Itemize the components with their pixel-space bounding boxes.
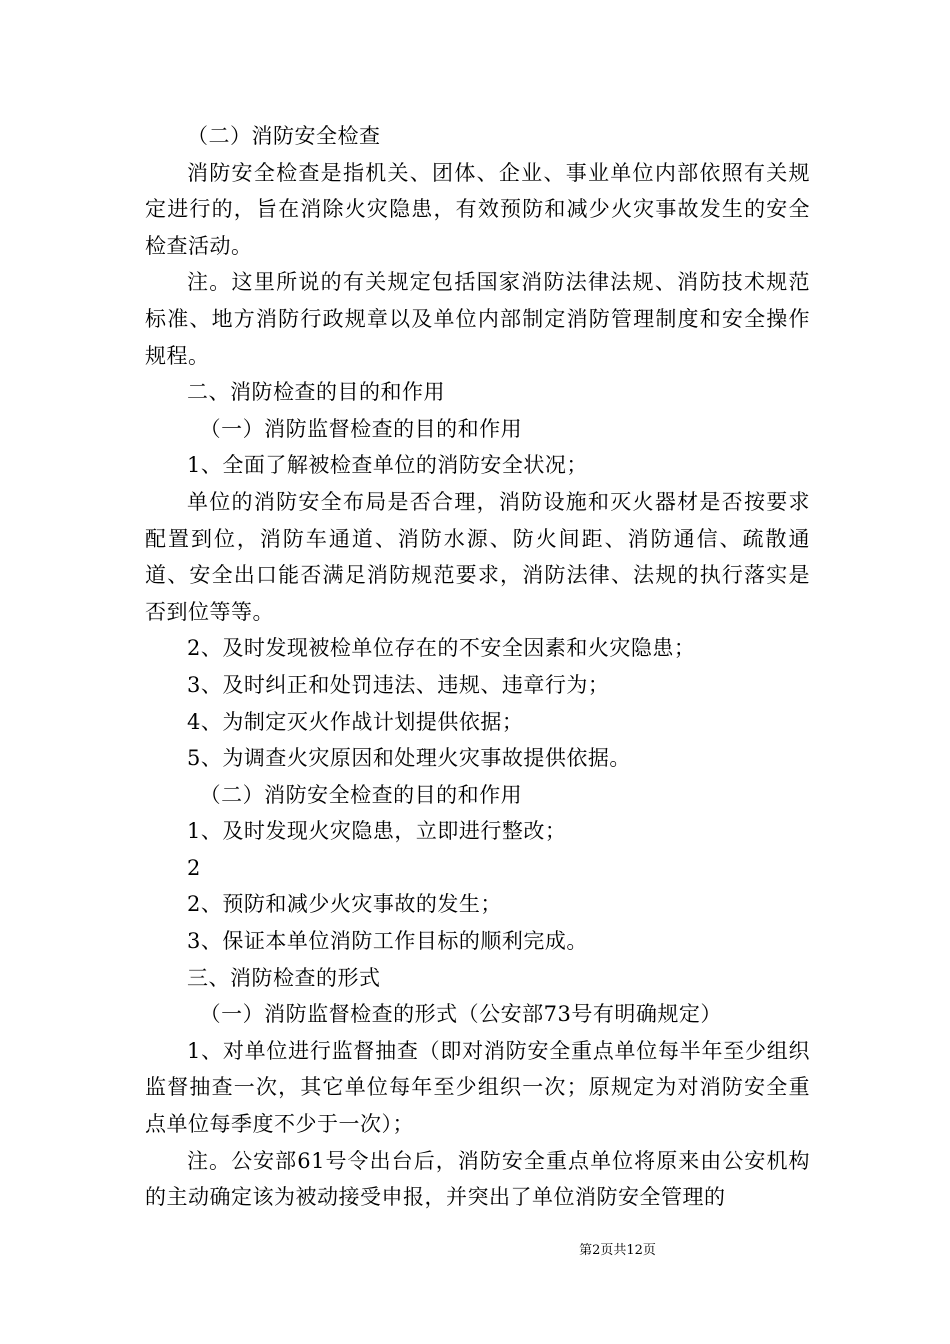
list-item: 2、预防和减少火灾事故的发生； (187, 892, 502, 917)
page-number: 第2页共12页 (579, 1243, 656, 1258)
list-item: 1、对单位进行监督抽查（即对消防安全重点单位每半年至少组织监督抽查一次，其它单位每年至少组织一次；原规定为对消防安全重点单位每季度不少于一次）； (145, 1038, 810, 1137)
note-paragraph: 注。这里所说的有关规定包括国家消防法律法规、消防技术规范标准、地方消防行政规章以及单位内部制定消防管理制度和安全操作规程。 (145, 270, 810, 368)
list-item: 3、及时纠正和处罚违法、违规、违章行为； (187, 672, 610, 697)
list-item: 4、为制定灭火作战计划提供依据； (187, 709, 524, 734)
list-item: 3、保证本单位消防工作目标的顺利完成。 (187, 929, 588, 954)
subsection-heading-supervision-purpose: （一）消防监督检查的目的和作用 (199, 416, 523, 441)
subsection-heading-supervision-forms: （一）消防监督检查的形式（公安部73号有明确规定） (199, 1002, 722, 1027)
section-heading-safety-inspection: （二）消防安全检查 (187, 124, 381, 148)
body-paragraph: 单位的消防安全布局是否合理，消防设施和灭火器材是否按要求配置到位，消防车通道、消防水源、防火间距、消防通信、疏散通道、安全出口能否满足消防规范要求，消防法律、法规的执行落实是否到位等等。 (145, 489, 810, 624)
subsection-heading-safety-purpose: （二）消防安全检查的目的和作用 (199, 782, 523, 807)
note-paragraph: 注。公安部61号令出台后，消防安全重点单位将原来由公安机构的主动确定该为被动接受申报，并突出了单位消防安全管理的 (145, 1148, 810, 1210)
document-body (145, 118, 810, 1216)
list-item: 5、为调查火灾原因和处理火灾事故提供依据。 (187, 746, 631, 771)
list-item: 2、及时发现被检单位存在的不安全因素和火灾隐患； (187, 636, 696, 661)
section-heading-purpose: 二、消防检查的目的和作用 (187, 380, 445, 405)
list-item: 1、全面了解被检查单位的消防安全状况； (187, 453, 588, 478)
page-footer (0, 1242, 950, 1260)
list-item: 1、及时发现火灾隐患，立即进行整改； (187, 819, 567, 844)
body-paragraph: 消防安全检查是指机关、团体、企业、事业单位内部依照有关规定进行的，旨在消除火灾隐患，有效预防和减少火灾事故发生的安全检查活动。 (145, 160, 810, 258)
stray-number: 2 (187, 855, 201, 880)
section-heading-forms: 三、消防检查的形式 (187, 965, 381, 990)
